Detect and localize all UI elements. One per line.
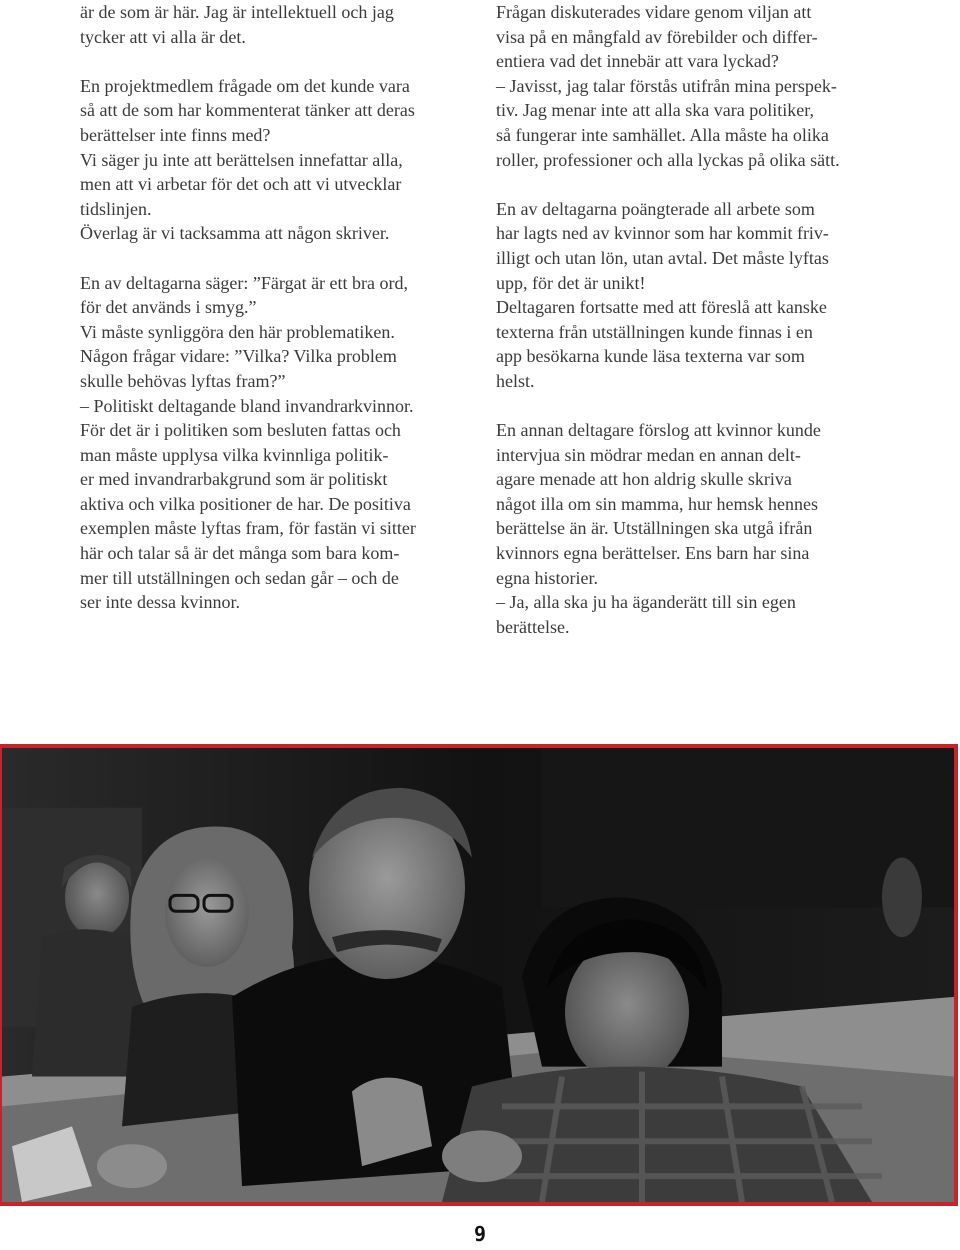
workshop-photo — [0, 744, 958, 1206]
text-line: skulle behövas lyftas fram?” — [80, 370, 286, 391]
text-line: men att vi arbetar för det och att vi utvecklar — [80, 174, 402, 195]
left-text-column — [80, 0, 480, 615]
text-line: aktiva och vilka positioner de har. De positiva — [80, 493, 411, 514]
text-line: app besökarna kunde läsa texterna var som — [496, 346, 805, 367]
paragraph — [496, 418, 896, 639]
text-line: – Javisst, jag talar förstås utifrån mina perspek- — [496, 75, 837, 96]
text-line: för det används i smyg.” — [80, 297, 257, 318]
text-line: Vi säger ju inte att berättelsen innefattar alla, — [80, 149, 403, 170]
text-line: berättelse. — [496, 616, 570, 637]
text-line: En projektmedlem frågade om det kunde vara — [80, 75, 410, 96]
text-line: är de som är här. Jag är intellektuell och jag — [80, 2, 394, 22]
text-line: er med invandrarbakgrund som är politiskt — [80, 469, 388, 490]
text-line: egna historier. — [496, 567, 598, 588]
text-line: – Politiskt deltagande bland invandrarkvinnor. — [80, 395, 414, 416]
text-line: visa på en mångfald av förebilder och differ- — [496, 26, 818, 47]
text-line: En av deltagarna poängterade all arbete som — [496, 198, 815, 219]
text-line: helst. — [496, 370, 535, 391]
text-line: något illa om sin mamma, hur hemsk hennes — [496, 493, 818, 514]
text-line: exemplen måste lyftas fram, för fastän vi sitter — [80, 518, 416, 539]
text-line: Någon frågar vidare: ”Vilka? Vilka problem — [80, 346, 397, 367]
text-line: mer till utställningen och sedan går – och de — [80, 567, 399, 588]
right-text-column — [496, 0, 896, 639]
text-line: här och talar så är det många som bara kom- — [80, 543, 400, 564]
text-line: intervjua sin mödrar medan en annan delt- — [496, 444, 801, 465]
text-line: Överlag är vi tacksamma att någon skriver. — [80, 223, 390, 244]
text-line: tiv. Jag menar inte att alla ska vara politiker, — [496, 100, 814, 121]
text-line: berättelse än är. Utställningen ska utgå ifrån — [496, 518, 813, 539]
text-line: entiera vad det innebär att vara lyckad? — [496, 51, 779, 72]
text-line: har lagts ned av kvinnor som har kommit friv- — [496, 223, 829, 244]
paragraph — [80, 271, 480, 615]
text-line: En annan deltagare förslog att kvinnor kunde — [496, 420, 821, 441]
text-line: tidslinjen. — [80, 198, 152, 219]
text-line: För det är i politiken som besluten fattas och — [80, 420, 401, 441]
workshop-photo-illustration — [2, 748, 954, 1202]
text-line: texterna från utställningen kunde finnas i en — [496, 321, 813, 342]
text-line: kvinnors egna berättelser. Ens barn har sina — [496, 543, 810, 564]
text-line: så fungerar inte samhället. Alla måste ha olika — [496, 124, 829, 145]
text-line: Deltagaren fortsatte med att föreslå att kanske — [496, 297, 827, 318]
text-line: man måste upplysa vilka kvinnliga politik- — [80, 444, 389, 465]
text-line: berättelser inte finns med? — [80, 124, 271, 145]
text-line: illigt och utan lön, utan avtal. Det måste lyftas — [496, 247, 829, 268]
text-line: tycker att vi alla är det. — [80, 26, 246, 47]
paragraph — [496, 0, 896, 172]
paragraph — [496, 197, 896, 394]
text-line: så att de som har kommenterat tänker att deras — [80, 100, 415, 121]
paragraph — [80, 74, 480, 246]
text-line: agare menade att hon aldrig skulle skriva — [496, 469, 792, 490]
text-line: En av deltagarna säger: ”Färgat är ett bra ord, — [80, 272, 409, 293]
text-line: ser inte dessa kvinnor. — [80, 592, 240, 613]
text-line: roller, professioner och alla lyckas på olika sätt. — [496, 149, 840, 170]
page-number: 9 — [473, 1222, 487, 1246]
text-line: – Ja, alla ska ju ha äganderätt till sin egen — [496, 592, 796, 613]
text-line: Frågan diskuterades vidare genom viljan att — [496, 2, 812, 22]
text-line: upp, för det är unikt! — [496, 272, 646, 293]
paragraph — [80, 0, 480, 49]
text-line: Vi måste synliggöra den här problematiken. — [80, 321, 395, 342]
